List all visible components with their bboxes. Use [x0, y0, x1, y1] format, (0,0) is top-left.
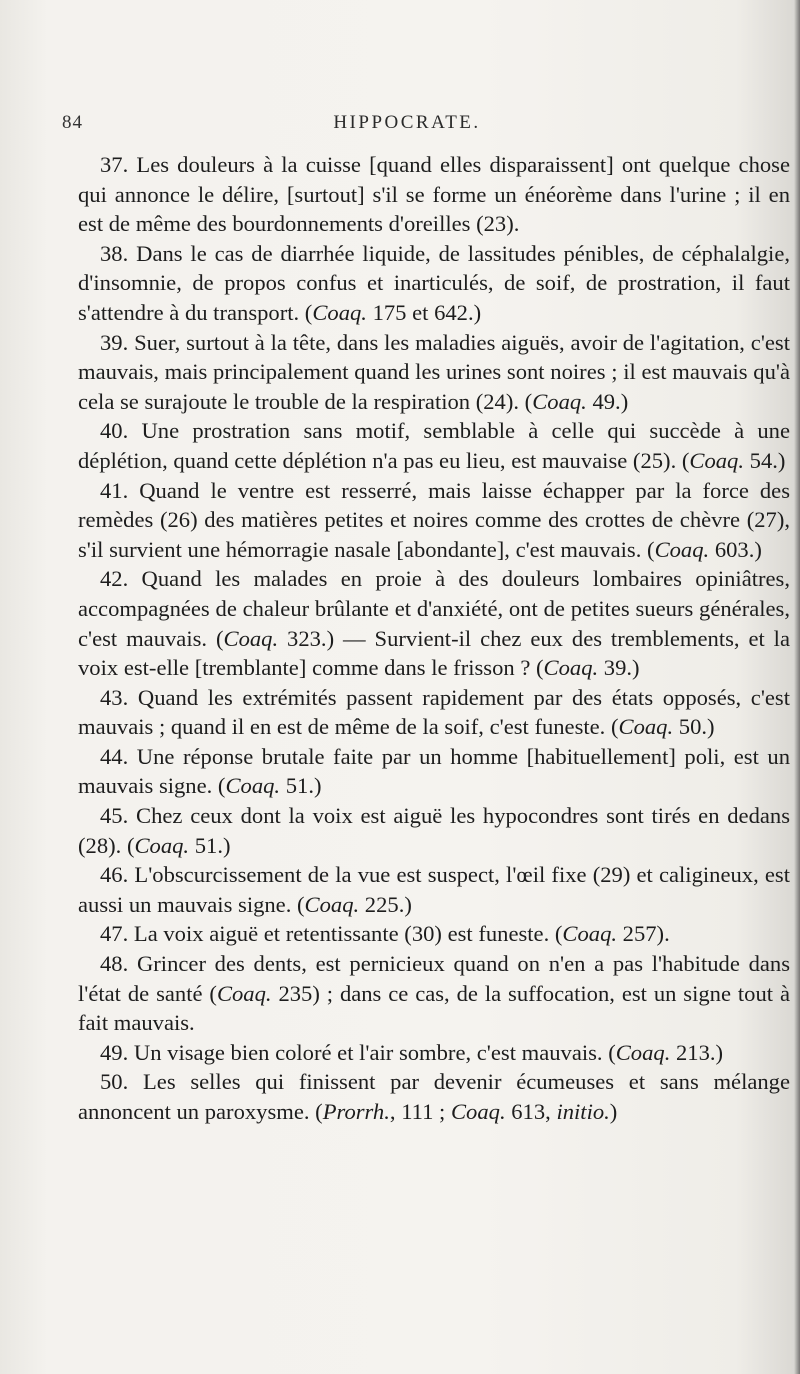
aphorism-paragraph: [78, 328, 790, 417]
running-title: HIPPOCRATE.: [333, 112, 481, 133]
aphorism-text: , 111 ;: [389, 1099, 451, 1124]
citation-italic: Coaq.: [450, 1099, 506, 1124]
aphorism-paragraph: [78, 742, 790, 801]
aphorism-number: 49.: [100, 1039, 129, 1065]
aphorism-text: Les douleurs à la cuisse [quand elles disparaissent] ont quelque chose qui annonce le délire, [surtout] s'il se forme un énéorème dans l'urine ; il en est de même des bourdonnements d'oreilles (23).: [78, 152, 790, 237]
citation-italic: Coaq.: [654, 536, 710, 562]
aphorism-text: Grincer des dents, est pernicieux quand on n'en a pas l'habitude dans l'état de santé (: [78, 951, 790, 1006]
citation-italic: Prorrh.: [322, 1099, 390, 1124]
aphorism-paragraph: [78, 476, 790, 565]
citation-italic: Coaq.: [543, 655, 599, 681]
aphorism-text: Une réponse brutale faite par un homme [habituellement] poli, est un mauvais signe. (: [78, 743, 790, 799]
page-number: 84: [62, 112, 83, 133]
aphorism-number: 47.: [100, 921, 129, 947]
citation-italic: Coaq.: [225, 773, 281, 799]
aphorism-number: 42.: [100, 566, 129, 592]
aphorism-number: 38.: [100, 240, 129, 266]
aphorism-paragraph: [78, 564, 790, 682]
citation-italic: Coaq.: [615, 1039, 671, 1065]
aphorism-text: 235) ; dans ce cas, de la suffocation, est un signe tout à fait mauvais.: [78, 980, 790, 1036]
aphorism-text: Une prostration sans motif, semblable à celle qui succède à une déplétion, quand cette déplétion n'a pas eu lieu, est mauvaise (25). (: [78, 418, 791, 473]
aphorism-text: 51.): [280, 773, 322, 799]
aphorism-text: Dans le cas de diarrhée liquide, de lassitudes pénibles, de céphalalgie, d'insomnie, de propos confus et inarticulés, de soif, de prostration, il faut s'attendre à du transport. (: [78, 240, 791, 325]
citation-italic: Coaq.: [223, 625, 279, 651]
aphorism-text: 213.): [670, 1039, 724, 1065]
aphorism-text: 51.): [189, 832, 231, 858]
citation-italic: Coaq.: [562, 921, 618, 947]
aphorism-paragraph: [78, 1038, 790, 1068]
citation-italic: Coaq.: [618, 714, 674, 740]
aphorism-text: 39.): [598, 655, 640, 681]
citation-italic: Coaq.: [216, 980, 272, 1006]
page-header: [62, 112, 752, 142]
aphorism-text: Quand le ventre est resserré, mais laisse échapper par la force des remèdes (26) des matières petites et noires comme des crottes de chèvre (27), s'il survient une hémorragie nasale [abondante], c'est mauvais. (: [78, 477, 790, 562]
aphorism-text: 175 et 642.): [366, 299, 482, 325]
aphorism-text: L'obscurcissement de la vue est suspect, l'œil fixe (29) et caligineux, est aussi un mauvais signe. (: [78, 862, 790, 917]
aphorism-text: 603.): [709, 536, 762, 562]
aphorism-paragraph: [78, 919, 790, 949]
aphorism-text: 225.): [359, 891, 412, 917]
aphorism-text: Un visage bien coloré et l'air sombre, c'est mauvais. (: [133, 1039, 616, 1065]
aphorism-paragraph: [78, 801, 790, 860]
aphorism-number: 39.: [100, 329, 129, 355]
aphorism-number: 45.: [100, 803, 129, 829]
citation-italic: initio.: [556, 1099, 610, 1124]
aphorism-number: 37.: [100, 152, 129, 177]
aphorism-number: 50.: [100, 1069, 129, 1095]
aphorism-text: Quand les extrémités passent rapidement par des états opposés, c'est mauvais ; quand il en est de même de la soif, c'est funeste. (: [78, 684, 790, 740]
citation-italic: Coaq.: [689, 447, 744, 473]
aphorism-paragraph: [78, 1067, 790, 1126]
aphorism-text: 323.) — Survient-il chez eux des tremblements, et la voix est-elle [tremblante] comme dans le frisson ? (: [78, 625, 790, 681]
aphorism-text: La voix aiguë et retentissante (30) est funeste. (: [133, 921, 563, 947]
aphorism-text: 49.): [586, 388, 629, 414]
aphorism-number: 44.: [100, 743, 129, 769]
citation-italic: Coaq.: [312, 299, 367, 325]
aphorism-paragraph: [78, 683, 790, 742]
aphorism-number: 40.: [100, 418, 129, 444]
aphorism-paragraph: [78, 239, 790, 328]
aphorism-paragraph: [78, 416, 790, 475]
aphorism-number: 41.: [100, 477, 129, 503]
aphorism-number: 48.: [100, 951, 129, 977]
aphorism-text: 257).: [617, 921, 670, 947]
aphorism-paragraph: [78, 150, 790, 239]
citation-italic: Coaq.: [134, 832, 190, 858]
aphorism-text: 54.): [744, 447, 786, 473]
aphorism-text: Quand les malades en proie à des douleurs lombaires opiniâtres, accompagnées de chaleur brûlante et d'anxiété, ont de petites sueurs générales, c'est mauvais. (: [78, 566, 790, 651]
aphorism-paragraph: [78, 949, 790, 1038]
citation-italic: Coaq.: [532, 388, 587, 414]
aphorism-number: 43.: [100, 684, 129, 710]
page-edge-shadow: [794, 0, 800, 1374]
aphorism-text: 50.): [673, 714, 715, 740]
aphorism-text: 613,: [505, 1099, 557, 1124]
aphorism-list: [78, 150, 790, 1127]
aphorism-text: Les selles qui finissent par devenir écumeuses et sans mélange annoncent un paroxysme. (: [78, 1069, 790, 1124]
aphorism-text: Suer, surtout à la tête, dans les maladies aiguës, avoir de l'agitation, c'est mauvais, mais principalement quand les urines sont noires ; il est mauvais qu'à cela se surajoute le trouble de la respiration (24). (: [78, 329, 790, 414]
aphorism-text: ): [609, 1099, 618, 1124]
citation-italic: Coaq.: [304, 891, 360, 917]
aphorism-number: 46.: [100, 862, 129, 888]
aphorism-paragraph: [78, 860, 790, 919]
aphorism-text: Chez ceux dont la voix est aiguë les hypocondres sont tirés en dedans (28). (: [78, 803, 790, 858]
